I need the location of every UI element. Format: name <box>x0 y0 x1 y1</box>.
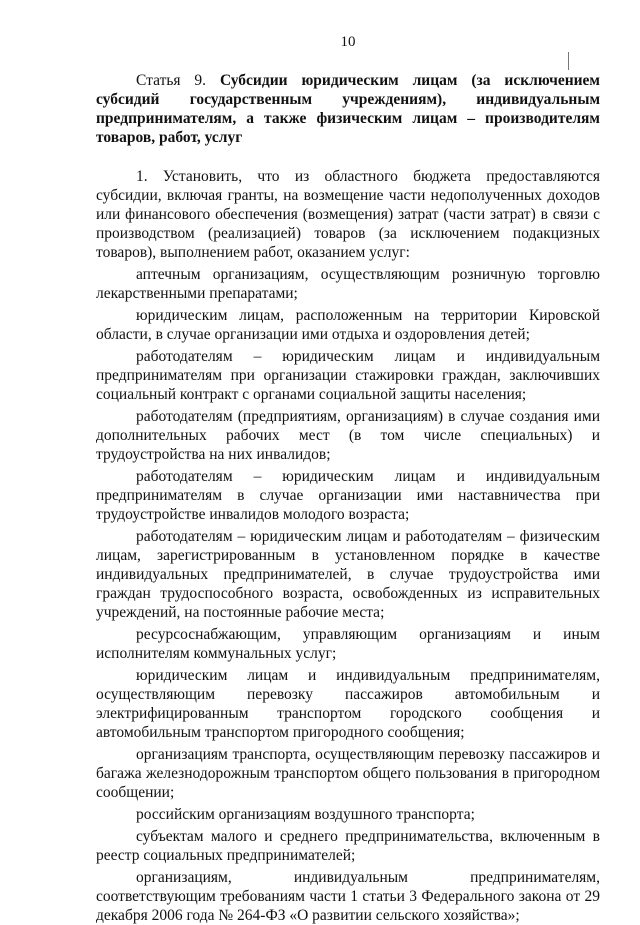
page-number: 10 <box>340 34 356 50</box>
paragraph: российским организациям воздушного транспорта; <box>136 806 475 823</box>
paragraph: аптечным организациям, осуществляющим розничную торговлю лекарственными препаратами; <box>96 266 600 302</box>
paragraph: юридическим лицам и индивидуальным предпринимателям, осуществляющим перевозку пассажиров автомобильным и электрифицированным транспортом городского сообщения и автомобильным транспортом пригородного сообщения; <box>96 667 600 741</box>
scan-artifact-line <box>568 52 569 70</box>
paragraph: организациям, индивидуальным предпринимателям, соответствующим требованиям части 1 статьи 3 Федерального закона от 29 декабря 2006 года № 264-ФЗ «О развитии сельского хозяйства»; <box>96 869 600 924</box>
paragraph: субъектам малого и среднего предпринимательства, включенным в реестр социальных предпринимателей; <box>96 828 600 864</box>
paragraph: работодателям (предприятиям, организациям) в случае создания ими дополнительных рабочих мест (в том числе специальных) и трудоустройства на них инвалидов; <box>96 408 600 463</box>
paragraph: работодателям – юридическим лицам и индивидуальным предпринимателям в случае организации ими наставничества при трудоустройстве инвалидов молодого возраста; <box>96 468 600 523</box>
article-heading <box>96 71 600 147</box>
paragraph: работодателям – юридическим лицам и индивидуальным предпринимателям при организации стажировки граждан, заключивших социальный контракт с органами социальной защиты населения; <box>96 348 600 403</box>
paragraph: организациям транспорта, осуществляющим перевозку пассажиров и багажа железнодорожным транспортом общего пользования в пригородном сообщении; <box>96 746 600 801</box>
paragraph: юридическим лицам, расположенным на территории Кировской области, в случае организации ими отдыха и оздоровления детей; <box>96 307 600 343</box>
paragraph: 1. Установить, что из областного бюджета предоставляются субсидии, включая гранты, на возмещение части недополученных доходов или финансового обеспечения (возмещения) затрат (части затрат) в связи с производством (реализацией) товаров (за исключением подакцизных товаров), выполнением работ, оказанием услуг: <box>96 168 600 261</box>
article-title: Субсидии юридическим лицам (за исключением субсидий государственным учреждениям), индивидуальным предпринимателям, а также физическим лицам – производителям товаров, работ, услуг <box>96 72 600 146</box>
paragraph: ресурсоснабжающим, управляющим организациям и иным исполнителям коммунальных услуг; <box>96 626 600 662</box>
paragraph: работодателям – юридическим лицам и работодателям – физическим лицам, зарегистрированным в установленном порядке в качестве индивидуальных предпринимателей, в случае трудоустройства ими граждан трудоспособного возраста, освобожденных из исправительных учреждений, на постоянные рабочие места; <box>96 528 600 621</box>
article-label: Статья 9. <box>136 72 207 89</box>
article-body <box>96 167 600 925</box>
